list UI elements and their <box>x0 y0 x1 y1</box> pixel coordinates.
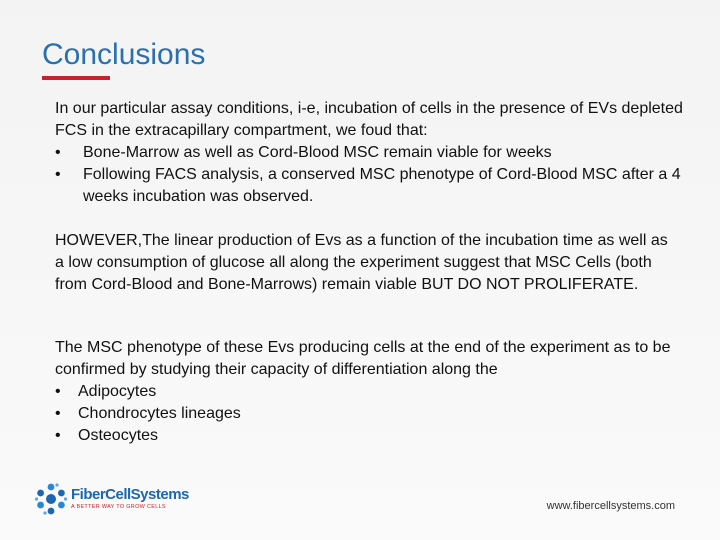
phenotype-paragraph: The MSC phenotype of these Evs producing cells at the end of the experiment as to be confirmed by studying their capacity of differentiation along the <box>55 339 671 378</box>
list-item <box>55 403 675 425</box>
logo-name: FiberCellSystems <box>71 486 189 503</box>
bullet-text: Chondrocytes lineages <box>78 405 241 422</box>
logo-tagline: A BETTER WAY TO GROW CELLS <box>71 504 166 510</box>
bullet: • <box>55 383 61 400</box>
bullet: • <box>55 405 61 422</box>
bullet: • <box>55 144 61 161</box>
intro-bullet-list <box>55 142 695 208</box>
slide-title: Conclusions <box>42 38 206 71</box>
bullet: • <box>55 427 61 444</box>
list-item <box>55 425 675 447</box>
intro-paragraph: In our particular assay conditions, i-e, incubation of cells in the presence of EVs depleted FCS in the extracapillary compartment, we foud that: <box>55 100 683 139</box>
list-item <box>55 164 695 208</box>
bullet: • <box>55 166 61 183</box>
website-url[interactable]: www.fibercellsystems.com <box>546 500 675 512</box>
intro-block <box>55 98 695 208</box>
however-block <box>55 230 675 296</box>
logo-text <box>71 487 189 511</box>
list-item <box>55 142 695 164</box>
title-underline <box>42 76 110 80</box>
however-paragraph: HOWEVER,The linear production of Evs as a function of the incubation time as well as a low consumption of glucose all along the experiment suggest that MSC Cells (both from Cord-Blood and Bone-Marrows) remain viable BUT DO NOT PROLIFERATE. <box>55 232 668 293</box>
bullet-text: Osteocytes <box>78 427 159 444</box>
phenotype-block <box>55 337 675 447</box>
bullet-text: Following FACS analysis, a conserved MSC phenotype of Cord-Blood MSC after a 4 weeks incubation was observed. <box>83 166 681 205</box>
list-item <box>55 381 675 403</box>
company-logo <box>34 481 189 517</box>
bullet-text: Bone-Marrow as well as Cord-Blood MSC remain viable for weeks <box>83 144 552 161</box>
cell-cluster-icon <box>34 482 68 516</box>
lineage-bullet-list <box>55 381 675 447</box>
bullet-text: Adipocytes <box>78 383 157 400</box>
